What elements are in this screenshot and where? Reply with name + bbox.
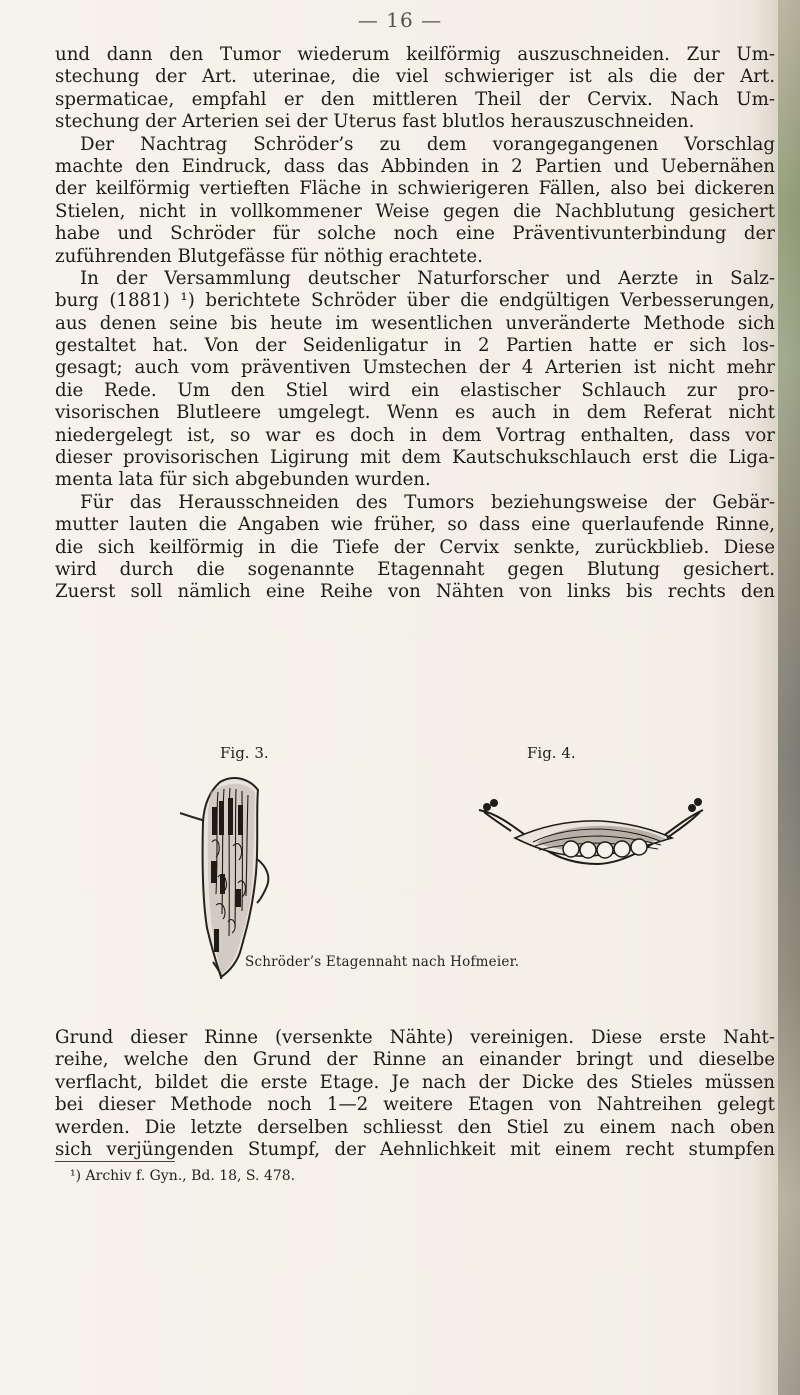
text-line: burg (1881) ¹) berichtete Schröder über die endgültigen Verbesserungen, xyxy=(55,290,775,312)
text-line: spermaticae, empfahl er den mittleren Theil der Cervix. Nach Um- xyxy=(55,88,775,110)
text-line: gestaltet hat. Von der Seidenligatur in 2 Partien hatte er sich los- xyxy=(55,335,775,357)
text-line: visorischen Blutleere umgelegt. Wenn es auch in dem Referat nicht xyxy=(55,402,775,424)
text-line: Zuerst soll nämlich eine Reihe von Nähten von links bis rechts den xyxy=(55,581,775,603)
text-line: aus denen seine bis heute im wesentlichen unveränderte Methode sich xyxy=(55,312,775,334)
text-line: bei dieser Methode noch 1—2 weitere Etagen von Nahtreihen gelegt xyxy=(55,1094,775,1116)
text-line: habe und Schröder für solche noch eine Präventivunterbindung der xyxy=(55,223,775,245)
text-line: niedergelegt ist, so war es doch in dem Vortrag enthalten, dass vor xyxy=(55,424,775,446)
text-line: die sich keilförmig in die Tiefe der Cervix senkte, zurückblieb. Diese xyxy=(55,536,775,558)
text-line: mutter lauten die Angaben wie früher, so dass eine querlaufende Rinne, xyxy=(55,514,775,536)
page-edge-shadow xyxy=(778,0,800,1395)
text-line: wird durch die sogenannte Etagennaht gegen Blutung gesichert. xyxy=(55,558,775,580)
text-line: und dann den Tumor wiederum keilförmig auszuschneiden. Zur Um- xyxy=(55,44,775,65)
text-line: die Rede. Um den Stiel wird ein elastischer Schlauch zur pro- xyxy=(55,379,775,401)
figure-caption: Schröder’s Etagennaht nach Hofmeier. xyxy=(245,954,520,970)
figure-3-illustration xyxy=(172,774,292,979)
text-line: In der Versammlung deutscher Naturforscher und Aerzte in Salz- xyxy=(80,267,775,289)
text-line: gesagt; auch vom präventiven Umstechen der 4 Arterien ist nicht mehr xyxy=(55,357,775,379)
text-line: Der Nachtrag Schröder’s zu dem vorangegangenen Vorschlag xyxy=(80,133,775,155)
text-line: machte den Eindruck, dass das Abbinden in 2 Partien und Uebernähen xyxy=(55,155,775,177)
main-text-top xyxy=(55,44,775,604)
text-line: menta lata für sich abgebunden wurden. xyxy=(55,469,431,491)
text-line: werden. Die letzte derselben schliesst den Stiel zu einem nach oben xyxy=(55,1116,775,1138)
text-line: zuführenden Blutgefässe für nöthig erachtete. xyxy=(55,245,483,267)
text-line: der keilförmig vertieften Fläche in schwierigeren Fällen, also bei dickeren xyxy=(55,178,775,200)
text-line: stechung der Art. uterinae, die viel schwieriger ist als die der Art. xyxy=(55,66,775,88)
text-line: Grund dieser Rinne (versenkte Nähte) vereinigen. Diese erste Naht- xyxy=(55,1027,775,1048)
main-text-bottom xyxy=(55,1027,775,1161)
figure-3-label: Fig. 3. xyxy=(220,744,269,762)
text-line: reihe, welche den Grund der Rinne an einander bringt und dieselbe xyxy=(55,1049,775,1071)
footnote: ¹) Archiv f. Gyn., Bd. 18, S. 478. xyxy=(70,1168,296,1184)
text-line: stechung der Arterien sei der Uterus fast blutlos herauszuschneiden. xyxy=(55,111,695,133)
text-line: dieser provisorischen Ligirung mit dem Kautschukschlauch erst die Liga- xyxy=(55,447,775,469)
figure-4-label: Fig. 4. xyxy=(527,744,576,762)
text-line: sich verjüngenden Stumpf, der Aehnlichkeit mit einem recht stumpfen xyxy=(55,1138,775,1160)
footnote-rule xyxy=(55,1161,175,1162)
figure-4-illustration xyxy=(477,792,707,892)
text-line: Stielen, nicht in vollkommener Weise gegen die Nachblutung gesichert xyxy=(55,200,775,222)
page-number: — 16 — xyxy=(357,8,443,32)
text-line: verflacht, bildet die erste Etage. Je nach der Dicke des Stieles müssen xyxy=(55,1071,775,1093)
text-line: Für das Herausschneiden des Tumors beziehungsweise der Gebär- xyxy=(80,491,775,513)
